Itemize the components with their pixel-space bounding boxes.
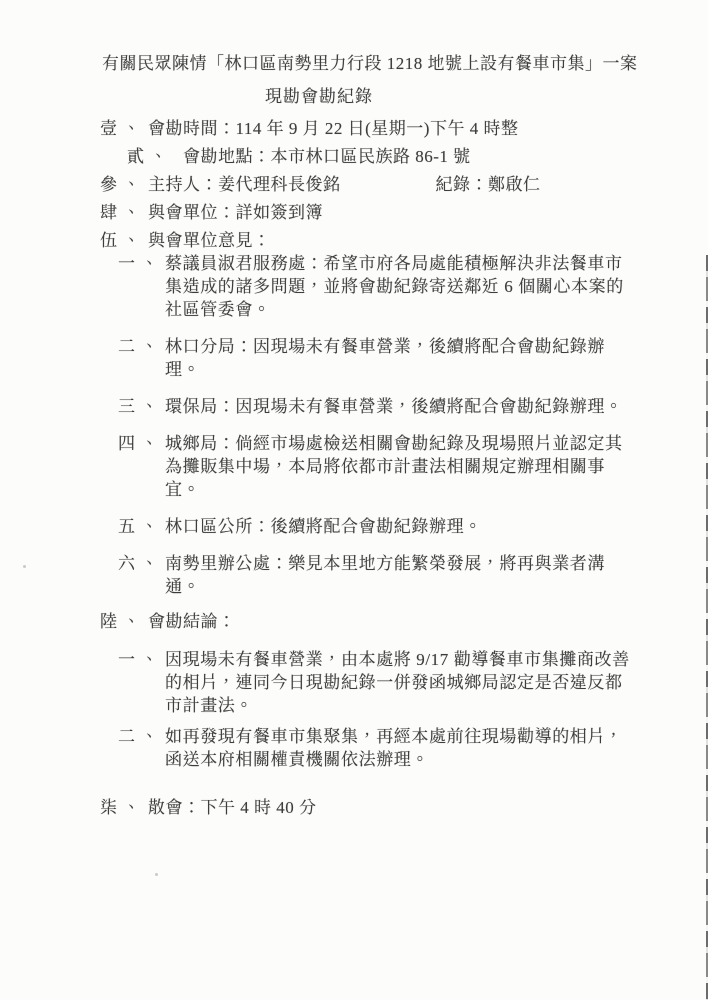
item-marker: 一、 <box>118 254 164 273</box>
conclusions-heading-row <box>100 612 638 631</box>
meeting-time-text: 會勘時間：114 年 9 月 22 日(星期一)下午 4 時整 <box>148 119 519 138</box>
item-marker: 肆、 <box>100 203 146 222</box>
opinion-text: 蔡議員淑君服務處：希望市府各局處能積極解決非法餐車市集造成的諸多問題，並將會勘紀錄寄送鄰近 6 個關心本案的社區管委會。 <box>165 254 624 319</box>
opinions-heading-row <box>100 231 638 250</box>
item-marker: 陸、 <box>100 612 146 631</box>
item-marker: 五、 <box>118 517 164 536</box>
item-marker: 壹、 <box>100 119 146 138</box>
opinion-item <box>118 395 638 418</box>
opinion-text: 南勢里辦公處：樂見本里地方能繁榮發展，將再與業者溝通。 <box>165 554 605 596</box>
conclusion-list <box>118 648 638 771</box>
item-marker: 三、 <box>118 397 164 416</box>
item-marker: 一、 <box>118 650 164 669</box>
item-marker: 二、 <box>118 727 164 746</box>
opinion-item <box>118 252 638 321</box>
conclusions-heading-text: 會勘結論： <box>148 612 236 631</box>
conclusion-text: 因現場未有餐車營業，由本處將 9/17 勸導餐車市集攤商改善的相片，連同今日現勘紀錄一併發函城鄉局認定是否違反都市計畫法。 <box>165 650 630 715</box>
opinion-text: 林口分局：因現場未有餐車營業，後續將配合會勘紀錄辦理。 <box>165 337 605 379</box>
opinion-list <box>118 252 638 598</box>
document-subtitle: 現勘會勘紀錄 <box>265 87 373 106</box>
item-marker: 四、 <box>118 434 164 453</box>
meeting-place-text: 會勘地點：本市林口區民族路 86-1 號 <box>183 147 471 166</box>
opinion-item <box>118 432 638 501</box>
adjournment-row <box>100 798 638 817</box>
opinion-item <box>118 552 638 598</box>
opinion-text: 城鄉局：倘經市場處檢送相關會勘紀錄及現場照片並認定其為攤販集中場，本局將依都市計畫法相關規定辦理相關事宜。 <box>165 434 623 499</box>
recorder-text: 紀錄：鄭啟仁 <box>435 175 541 194</box>
meeting-time-row <box>100 119 638 138</box>
attendees-text: 與會單位：詳如簽到簿 <box>148 203 323 222</box>
item-marker: 伍、 <box>100 231 146 250</box>
scan-speck <box>23 565 26 568</box>
attendees-row <box>100 203 638 222</box>
opinion-text: 環保局：因現場未有餐車營業，後續將配合會勘紀錄辦理。 <box>165 397 623 416</box>
item-marker: 柒、 <box>100 798 146 817</box>
item-marker: 二、 <box>118 337 164 356</box>
item-marker: 貳、 <box>127 147 173 166</box>
adjournment-text: 散會：下午 4 時 40 分 <box>148 798 317 817</box>
meeting-place-row <box>127 147 638 166</box>
item-marker: 參、 <box>100 175 146 194</box>
scan-speck <box>155 873 158 876</box>
item-marker: 六、 <box>118 554 164 573</box>
host-text: 主持人：姜代理科長俊銘 <box>148 175 341 194</box>
conclusion-item <box>118 725 638 771</box>
opinions-heading-text: 與會單位意見： <box>148 231 271 250</box>
document-title: 有關民眾陳情「林口區南勢里力行段 1218 地號上設有餐車市集」一案 <box>102 54 638 73</box>
opinion-item <box>118 335 638 381</box>
conclusion-item <box>118 648 638 717</box>
opinion-text: 林口區公所：後續將配合會勘紀錄辦理。 <box>165 517 482 536</box>
host-row <box>100 175 638 194</box>
opinion-item <box>118 515 638 538</box>
conclusion-text: 如再發現有餐車市集聚集，再經本處前往現場勸導的相片，函送本府相關權責機關依法辦理。 <box>165 727 623 769</box>
